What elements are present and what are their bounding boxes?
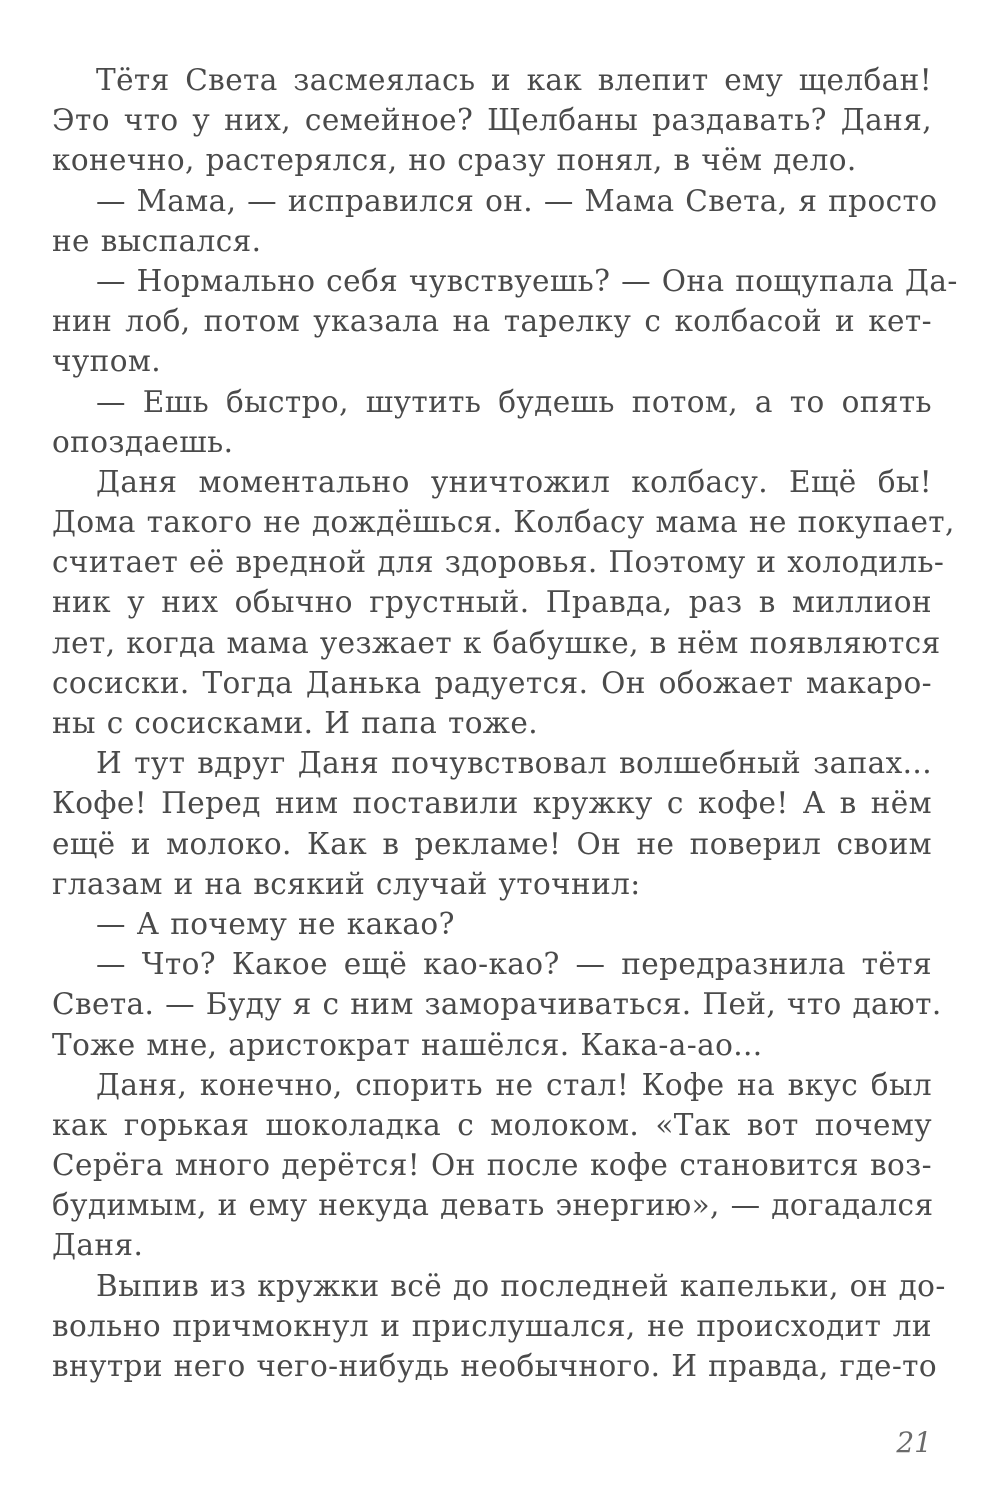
text-line: конечно, растерялся, но сразу понял, в чём дело. [52,143,857,178]
text-line: ник у них обычно грустный. Правда, раз в миллион [52,585,932,620]
text-line: — Нормально себя чувствуешь? — Она пощупала Да- [96,263,958,298]
text-line: Выпив из кружки всё до последней капельки, он до- [96,1268,946,1303]
text-line: Даня, конечно, спорить не стал! Кофе на вкус был [96,1067,932,1102]
text-line: ещё и молоко. Как в рекламе! Он не поверил своим [52,826,932,861]
text-line: — Ешь быстро, шутить будешь потом, а то опять [96,384,932,419]
text-line: нин лоб, потом указала на тарелку с колбасой и кет- [52,304,932,339]
text-line: И тут вдруг Даня почувствовал волшебный запах... [96,746,932,781]
text-line: Дома такого не дождёшься. Колбасу мама не покупает, [52,505,955,540]
text-line: — Что? Какое ещё као-као? — передразнила тётя [96,947,932,982]
text-line: Тоже мне, аристократ нашёлся. Кака-а-ао... [52,1027,763,1062]
text-line: глазам и на всякий случай уточнил: [52,866,641,901]
text-line: — А почему не какао? [96,906,455,941]
text-line: Это что у них, семейное? Щелбаны раздавать? Даня, [52,103,932,138]
text-line: чупом. [52,344,162,379]
page-number: 21 [896,1426,932,1459]
text-line: не выспался. [52,223,262,258]
text-line: Даня моментально уничтожил колбасу. Ещё бы! [96,464,932,499]
text-line: опоздаешь. [52,424,234,459]
book-page-text [52,60,958,1386]
text-line: сосиски. Тогда Данька радуется. Он обожает макаро- [52,665,932,700]
text-line: Тётя Света засмеялась и как влепит ему щелбан! [96,63,932,97]
text-line: Света. — Буду я с ним заморачиваться. Пей, что дают. [52,987,942,1022]
text-line: Серёга много дерётся! Он после кофе становится воз- [52,1148,932,1183]
text-line: как горькая шоколадка с молоком. «Так вот почему [52,1107,932,1142]
text-line: — Мама, — исправился он. — Мама Света, я просто [96,183,938,218]
text-line: внутри него чего-нибудь необычного. И правда, где-то [52,1349,938,1383]
text-line: будимым, и ему некуда девать энергию», — догадался [52,1188,934,1223]
text-line: Даня. [52,1228,144,1263]
text-line: ны с сосисками. И папа тоже. [52,706,539,740]
text-line: Кофе! Перед ним поставили кружку с кофе! А в нём [52,786,932,821]
text-line: лет, когда мама уезжает к бабушке, в нём появляются [52,625,941,660]
text-line: вольно причмокнул и прислушался, не происходит ли [52,1308,932,1343]
text-line: считает её вредной для здоровья. Поэтому и холодиль- [52,545,945,580]
